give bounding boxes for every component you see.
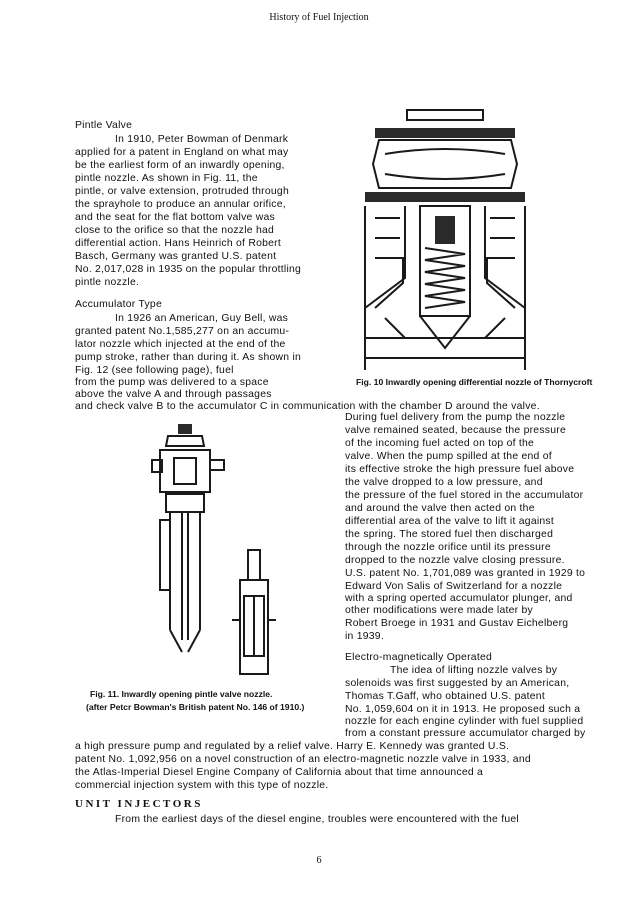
fig10-cap-band <box>375 128 515 138</box>
electro-full-line: patent No. 1,092,956 on a novel construction of an electro-magnetic nozzle valve in 1933, and <box>75 754 531 765</box>
fig11-head <box>160 450 210 492</box>
fig11-top-knob <box>178 424 192 434</box>
right-column-line: During fuel delivery from the pump the nozzle <box>345 412 566 423</box>
right-column-line: differential area of the valve to lift it against <box>345 516 555 527</box>
fig10-top-plug <box>407 110 483 120</box>
accumulator-line: pump stroke, rather than during it. As shown in <box>75 352 302 363</box>
fig10-flange <box>365 192 525 202</box>
fig11-pintle <box>182 512 188 640</box>
accumulator-line: granted patent No.1,585,277 on an accumu- <box>75 326 290 337</box>
unit-injectors-line: From the earliest days of the diesel engine, troubles were encountered with the fuel <box>115 814 519 825</box>
pintle-line: and the seat for the flat bottom valve was <box>75 212 275 223</box>
electro-section-title: Electro-magnetically Operated <box>345 652 493 663</box>
right-column-line: with a spring operted accumulator plunger, and <box>345 593 573 604</box>
pintle-line: pintle nozzle. <box>75 277 140 288</box>
accumulator-section-title: Accumulator Type <box>75 299 162 310</box>
accumulator-line: above the valve A and through passages <box>75 389 272 400</box>
right-column-line: dropped to the nozzle valve closing pressure. <box>345 555 565 566</box>
page-header: History of Fuel Injection <box>269 12 369 23</box>
figure-11-caption-line1: Fig. 11. Inwardly opening pintle valve nozzle. <box>90 689 273 699</box>
electro-line: The idea of lifting nozzle valves by <box>390 665 558 676</box>
right-column-line: in 1939. <box>345 631 384 642</box>
right-column-line: the valve dropped to a low pressure, and <box>345 477 543 488</box>
accumulator-line: Fig. 12 (see following page), fuel <box>75 365 234 376</box>
electro-full-line: the Atlas-Imperial Diesel Engine Company of California about that time announced a <box>75 767 484 778</box>
right-column-line: other modifications were made later by <box>345 605 533 616</box>
fig10-valve-stem <box>435 216 455 244</box>
pintle-line: be the earliest form of an inwardly opening, <box>75 160 285 171</box>
accumulator-line: lator nozzle which injected at the end of the <box>75 339 286 350</box>
figure-10-caption: Fig. 10 Inwardly opening differential nozzle of Thornycroft <box>356 377 593 387</box>
electro-line: solenoids was first suggested by an American, <box>345 678 570 689</box>
fig10-spring <box>425 248 465 308</box>
figure-11-caption-line2: (after Petcr Bowman's British patent No. 146 of 1910.) <box>86 702 305 712</box>
right-column-line: Robert Broege in 1931 and Gustav Eichelberg <box>345 618 569 629</box>
pintle-section-title: Pintle Valve <box>75 120 133 131</box>
fig10-hex-nut <box>373 140 517 188</box>
pintle-line: differential action. Hans Heinrich of Robert <box>75 238 282 249</box>
electro-line: Thomas T.Gaff, who obtained U.S. patent <box>345 691 545 702</box>
fig10-nozzle-tip <box>420 316 470 348</box>
pintle-line: pintle nozzle. As shown in Fig. 11, the <box>75 173 258 184</box>
pintle-line: In 1910, Peter Bowman of Denmark <box>115 134 289 145</box>
figure-11-drawing <box>140 420 340 680</box>
accumulator-line: from the pump was delivered to a space <box>75 377 269 388</box>
right-column-line: its effective stroke the high pressure fuel above <box>345 464 575 475</box>
right-column-line: valve remained seated, because the pressure <box>345 425 566 436</box>
right-column-line: Edward Von Salis of Switzerland for a nozzle <box>345 581 563 592</box>
electro-line: nozzle for each engine cylinder with fuel supplied <box>345 716 584 727</box>
pintle-line: pintle, or valve extension, protruded through <box>75 186 289 197</box>
pintle-line: close to the orifice so that the nozzle had <box>75 225 275 236</box>
right-column-line: U.S. patent No. 1,701,089 was granted in 1929 to <box>345 568 586 579</box>
electro-line: from a constant pressure accumulator charged by <box>345 728 586 739</box>
unit-injectors-heading: UNIT INJECTORS <box>75 798 203 810</box>
page-number: 6 <box>316 855 322 866</box>
electro-full-line: commercial injection system with this type of nozzle. <box>75 780 329 791</box>
right-column-line: through the nozzle orifice until its pressure <box>345 542 551 553</box>
right-column-line: of the incoming fuel acted on top of the <box>345 438 535 449</box>
fig11-body <box>170 512 200 630</box>
accumulator-line: and check valve B to the accumulator C in communication with the chamber D around the valve. <box>75 401 540 412</box>
right-column-line: valve. When the pump spilled at the end of <box>345 451 552 462</box>
electro-line: No. 1,059,604 on it in 1913. He proposed such a <box>345 704 581 715</box>
electro-full-line: a high pressure pump and regulated by a relief valve. Harry E. Kennedy was granted U.S. <box>75 741 510 752</box>
accumulator-line: In 1926 an American, Guy Bell, was <box>115 313 289 324</box>
right-column-line: and around the valve then acted on the <box>345 503 535 514</box>
pintle-line: Basch, Germany was granted U.S. patent <box>75 251 277 262</box>
pintle-line: the sprayhole to produce an annular orifice, <box>75 199 286 210</box>
figure-10-drawing <box>345 108 545 370</box>
pintle-line: applied for a patent in England on what may <box>75 147 289 158</box>
right-column-line: the spring. The stored fuel then discharged <box>345 529 554 540</box>
pintle-line: No. 2,017,028 in 1935 on the popular throttling <box>75 264 302 275</box>
right-column-line: the pressure of the fuel stored in the accumulator <box>345 490 584 501</box>
